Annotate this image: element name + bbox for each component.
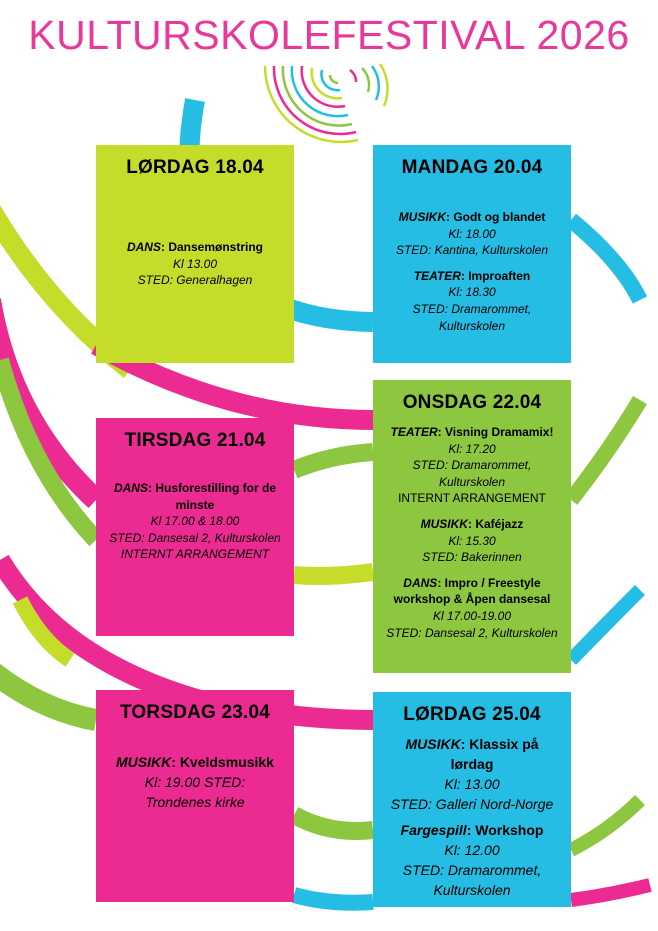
event-name: Husforestilling for de minste (155, 481, 277, 512)
event-time: Kl: 18.30 (448, 285, 496, 300)
event-category: MUSIKK (116, 754, 172, 770)
event-name: Kaféjazz (475, 516, 524, 531)
event-item: MUSIKK: Kaféjazz Kl: 15.30 STED: Bakerinnen (383, 516, 561, 566)
event-time: Kl 13.00 (172, 256, 218, 271)
page-title: KULTURSKOLEFESTIVAL 2026 (28, 12, 630, 58)
event-item: TEATER: Visning Dramamix! Kl: 17.20 STED: Dramarommet, Kulturskolen INTERNT ARRANGEMENT (383, 424, 561, 507)
event-time: Kl: 15.30 (448, 533, 496, 548)
event-name: Godt og blandet (453, 210, 546, 224)
day-heading: TIRSDAG 21.04 (124, 430, 266, 451)
day-heading: MANDAG 20.04 (401, 157, 543, 178)
event-place: STED: Dramarommet, Kulturskolen (402, 862, 542, 898)
event-place: STED: Dramarommet, Kulturskolen (412, 301, 532, 333)
event-place: STED: Bakerinnen (422, 550, 522, 565)
event-category: DANS (113, 481, 148, 495)
day-card-lordag-18 (96, 145, 294, 363)
event-place: STED: Dansesal 2, Kulturskolen (386, 625, 558, 640)
day-heading: LØRDAG 18.04 (126, 157, 264, 178)
event-time: Kl 17.00-19.00 (432, 608, 512, 623)
event-place: STED: Dramarommet, Kulturskolen (412, 458, 532, 489)
event-name: Impro / Freestyle workshop & Åpen dansesal (393, 575, 551, 607)
day-heading: LØRDAG 25.04 (403, 704, 541, 725)
event-place: STED: Galleri Nord-Norge (390, 796, 554, 812)
event-item: MUSIKK: Godt og blandet Kl: 18.00 STED: Kantina, Kulturskolen (383, 209, 561, 259)
event-time: Kl: 17.20 (448, 441, 496, 456)
day-card-mandag-20 (373, 145, 571, 363)
event-category: MUSIKK (398, 210, 446, 224)
event-time-place: Kl: 19.00 STED: Trondenes kirke (144, 774, 246, 810)
event-place: STED: Kantina, Kulturskolen (395, 243, 549, 258)
event-category: TEATER (413, 268, 461, 283)
event-item: MUSIKK: Kveldsmusikk Kl: 19.00 STED: Trondenes kirke (106, 752, 284, 812)
event-category: MUSIKK (420, 516, 468, 531)
event-note: INTERNT ARRANGEMENT (120, 547, 270, 562)
event-time: Kl 17.00 & 18.00 (150, 514, 240, 529)
event-name: Kveldsmusikk (179, 754, 274, 770)
day-card-onsdag-22 (373, 380, 571, 673)
event-category: Fargespill (400, 822, 467, 838)
day-card-tirsdag-21 (96, 418, 294, 636)
day-heading: TORSDAG 23.04 (119, 702, 271, 723)
event-name: Dansemønstring (168, 240, 264, 254)
event-name: Klassix på lørdag (450, 736, 539, 772)
event-category: DANS (126, 240, 161, 254)
day-heading: ONSDAG 22.04 (402, 392, 542, 413)
event-note: INTERNT ARRANGEMENT (398, 491, 546, 506)
event-category: MUSIKK (405, 736, 461, 752)
event-name: Visning Dramamix! (444, 425, 554, 439)
event-item: Fargespill: Workshop Kl: 12.00 STED: Dramarommet, Kulturskolen (383, 820, 561, 900)
event-item: MUSIKK: Klassix på lørdag Kl: 13.00 STED: Galleri Nord-Norge (383, 734, 561, 814)
event-item: DANS: Impro / Freestyle workshop & Åpen dansesal Kl 17.00-19.00 STED: Dansesal 2, Kulturskolen (383, 575, 561, 641)
event-time: Kl: 18.00 (448, 226, 496, 241)
event-item: DANS: Husforestilling for de minste Kl 17.00 & 18.00 STED: Dansesal 2, Kulturskolen INTERNT ARRANGEMENT (106, 480, 284, 563)
event-item: TEATER: Improaften Kl: 18.30 STED: Dramarommet, Kulturskolen (383, 268, 561, 334)
event-time: Kl: 13.00 (444, 776, 500, 792)
spiral-logo-icon (265, 64, 388, 142)
event-category: TEATER (390, 425, 438, 439)
event-category: DANS (403, 575, 438, 590)
event-name: Improaften (468, 268, 531, 283)
event-place: STED: Generalhagen (137, 273, 253, 288)
event-item: DANS: Dansemønstring Kl 13.00 STED: Generalhagen (106, 239, 284, 289)
event-place: STED: Dansesal 2, Kulturskolen (109, 530, 281, 545)
event-time: Kl: 12.00 (444, 842, 500, 858)
day-card-lordag-25 (373, 692, 571, 907)
day-card-torsdag-23 (96, 690, 294, 902)
event-name: Workshop (475, 822, 544, 838)
